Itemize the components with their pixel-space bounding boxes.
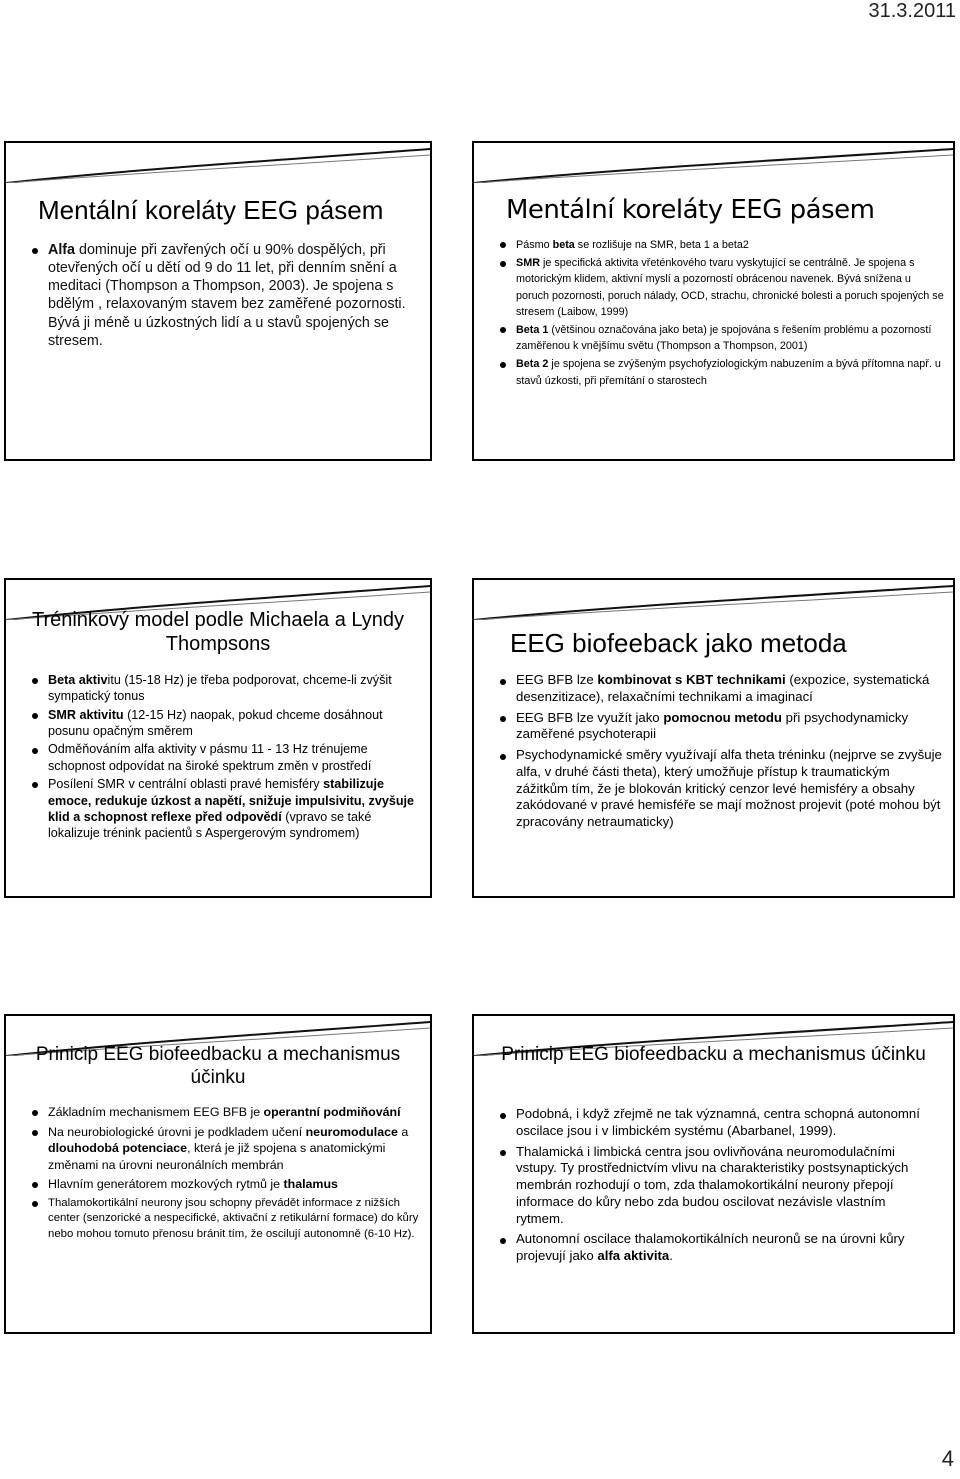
bold-text-run: stabilizuje emoce, redukuje úzkost a napětí, snižuje impulsivitu, zvyšuje klid a schopnost reflexe před odpovědí (48, 777, 415, 824)
slide-bullet-list (500, 672, 944, 835)
text-run: Na neurobiologické úrovni je podkladem učení (48, 1124, 306, 1139)
slide-title: EEG biofeeback jako metoda (510, 628, 847, 658)
text-run: a (397, 1124, 409, 1139)
bullet-item (32, 741, 426, 774)
bullet-item (32, 1176, 426, 1193)
bullet-item (32, 776, 426, 841)
print-date: 31.3.2011 (868, 0, 956, 22)
text-run: Thalamická i limbická centra jsou ovlivňována neuromodulačními vstupy. Ty prostřednictvím vlivu na charakteristiky postsynaptických membrán rozhodují o tom, zda thalamokortikální neurony přepojí informace do kůry nebo zda budou oscilovat nezávisle vlastním rytmem. (516, 1143, 909, 1226)
text-run: (12-15 Hz) naopak, pokud chceme dosáhnout posunu opačným směrem (48, 707, 383, 739)
text-run: Psychodynamické směry využívají alfa theta tréninku (nejprve se zvyšuje alfa, v druhé části theta), který umožňuje přístup k traumatickým zážitkům tím, že je blokován kritický cenzor levé hemisféry a obsahy zakódované v pravé hemisféře se mají možnost projevit (poté mohou být zpracovány netraumaticky) (516, 747, 942, 830)
slide-3 (4, 578, 432, 898)
slide-top-swoosh (474, 143, 953, 183)
text-run: Thalamokortikální neurony jsou schopny převádět informace z nižších center (senzorické a nespecifické, aktivační z retikulární formace) do kůry nebo mohou tomuto přenosu bránit tím, že oscilují autonomně (6-10 Hz). (48, 1196, 419, 1240)
slide-bullet-list (500, 1106, 930, 1269)
page-number: 4 (941, 1446, 954, 1471)
slide-title: Prinicip EEG biofeedbacku a mechanismus účinku (35, 1044, 401, 1088)
text-run: (většinou označována jako beta) je spojována s řešením problému a pozorností zaměřenou k vnějšímu světu (Thompson a Thompson, 2001) (516, 323, 932, 353)
slide-title: Prinicip EEG biofeedbacku a mechanismus účinku (501, 1044, 926, 1065)
slide-6 (472, 1014, 955, 1334)
slide-2 (472, 141, 955, 461)
slide-bullet-list (32, 241, 422, 350)
bullet-item (500, 237, 944, 253)
bullet-item (500, 1144, 930, 1228)
text-run: je spojena se zvýšeným psychofyziologickým nabuzením a bývá přítomna např. u stavů úzkosti, při přemítání o starostech (516, 358, 941, 387)
text-run: Odměňováním alfa aktivity v pásmu 11 - 13 Hz trénujeme schopnost odpovídat na široké spektrum změn v prostředí (48, 742, 372, 773)
bullet-item (32, 1196, 426, 1243)
bold-text-run: SMR aktivitu (48, 707, 124, 722)
text-run: EEG BFB lze využít jako (516, 709, 664, 725)
text-run: . (669, 1248, 673, 1264)
bullet-item (500, 672, 944, 706)
text-run: Pásmo (516, 239, 553, 251)
text-run: Hlavním generátorem mozkových rytmů je (48, 1177, 284, 1191)
text-run: Základním mechanismem EEG BFB je (48, 1105, 264, 1119)
bullet-item (32, 241, 422, 350)
bold-text-run: beta (552, 239, 575, 251)
bold-text-run: Beta 2 (516, 358, 549, 371)
text-run: (expozice, systematická desenzitizace), relaxačními technikami a imaginací (516, 672, 930, 704)
slide-title: Mentální koreláty EEG pásem (506, 195, 875, 225)
text-run: při psychodynamicky zaměřené psychoterapii (516, 709, 909, 742)
bold-text-run: operantní podmiňování (263, 1105, 401, 1119)
slide-top-swoosh (474, 580, 953, 620)
text-run: Posílení SMR v centrální oblasti pravé hemisféry (48, 777, 324, 792)
bold-text-run: Beta 1 (516, 323, 549, 336)
text-run: dominuje při zavřených očí u 90% dospělých, při otevřených očí u dětí od 9 do 11 let, při denním snění a meditaci (Thompson a Thompson, 2003). Je spojena s bdělým , relaxovaným stavem bez zaměřené pozornosti. Bývá ji méně u úzkostných lidí a u stavů spojených se stresem. (48, 242, 406, 349)
text-run: je specifická aktivita vřeténkového tvaru vyskytující se centrálně. Je spojena s motorickým klidem, aktivní myslí a pozorností obrácenou navenek. Bývá snížena u poruch pozornosti, poruch nálady, OCD, strachu, chronické bolesti a poruch spojených se stresem (Laibow, 1999) (516, 257, 944, 318)
bullet-item (32, 1104, 426, 1121)
text-run: itu (15-18 Hz) je třeba podporovat, chceme-li zvýšit sympatický tonus (48, 673, 392, 704)
bullet-item (500, 322, 944, 354)
slide-title: Tréninkový model podle Michaela a Lyndy Thompsons (31, 609, 405, 655)
slide-1 (4, 141, 432, 461)
slide-4 (472, 578, 955, 898)
bold-text-run: pomocnou metodu (663, 709, 782, 725)
bold-text-run: alfa aktivita (597, 1248, 670, 1264)
bullet-item (500, 356, 944, 388)
bullet-item (500, 255, 944, 320)
bold-text-run: thalamus (283, 1177, 338, 1191)
slide-bullet-list (32, 1104, 426, 1246)
text-run: Podobná, i když zřejmě ne tak významná, centra schopná autonomní oscilace jsou i v limbickém systému (Abarbanel, 1999). (516, 1106, 920, 1138)
text-run: Autonomní oscilace thalamokortikálních neuronů se na úrovni kůry projevují jako (516, 1231, 905, 1264)
bullet-item (500, 1106, 930, 1140)
text-run: , která je již spojena s anatomickými změnami na úrovni neuronálních membrán (48, 1141, 386, 1172)
bold-text-run: dlouhodobá potenciace (48, 1141, 188, 1155)
bold-text-run: kombinovat s KBT technikami (597, 672, 786, 687)
bullet-item (32, 707, 426, 740)
bold-text-run: Beta aktiv (48, 673, 108, 687)
bullet-item (32, 1124, 426, 1174)
slide-5 (4, 1014, 432, 1334)
slide-top-swoosh (6, 143, 430, 183)
slide-title: Mentální koreláty EEG pásem (38, 195, 384, 225)
slide-bullet-list (32, 672, 426, 844)
slide-bullet-list (500, 237, 944, 391)
bold-text-run: neuromodulace (305, 1124, 398, 1139)
bold-text-run: SMR (516, 257, 540, 270)
text-run: EEG BFB lze (516, 672, 598, 687)
bullet-item (32, 672, 426, 705)
bold-text-run: Alfa (48, 242, 76, 258)
text-run: se rozlišuje na SMR, beta 1 a beta2 (574, 239, 749, 251)
text-run: (vpravo se také lokalizuje trénink pacientů s Aspergerovým syndromem) (48, 809, 372, 841)
bullet-item (500, 710, 944, 744)
bullet-item (500, 1231, 930, 1265)
bullet-item (500, 747, 944, 831)
